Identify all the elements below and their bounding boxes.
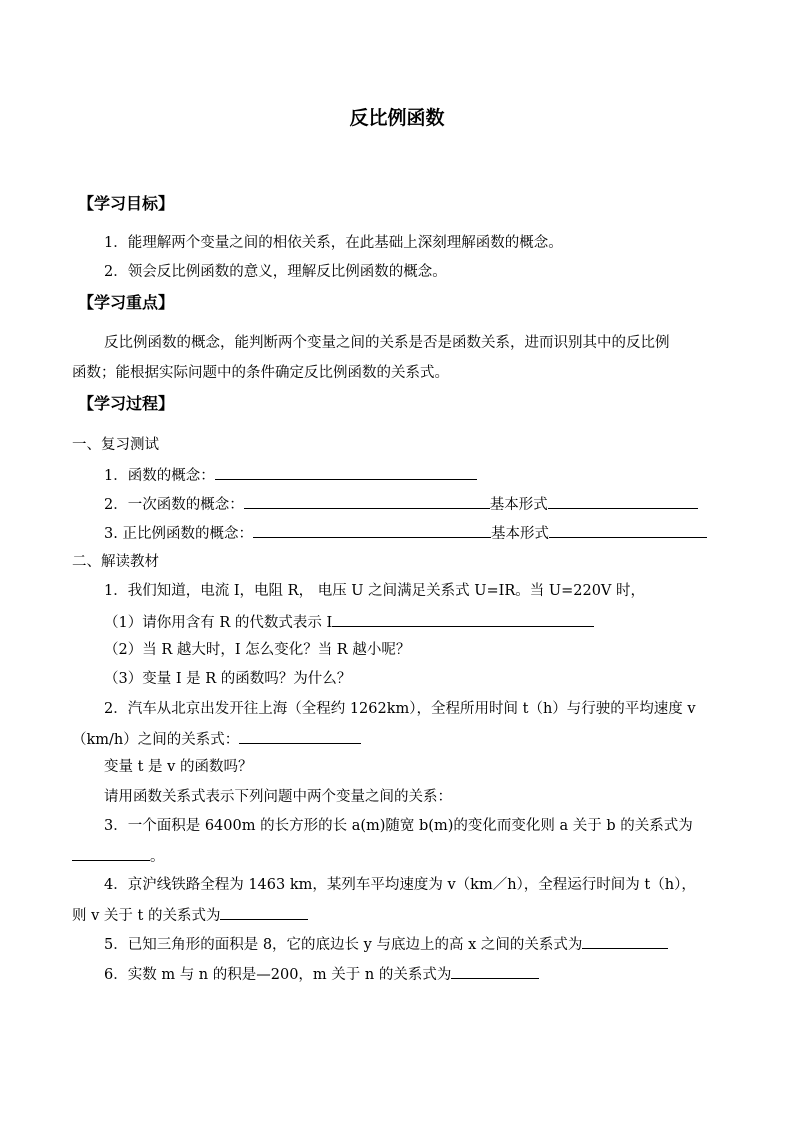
problem-1b: （2）当 R 越大时，I 怎么变化？当 R 越小呢？	[104, 642, 411, 658]
textbook-heading: 二、解读教材	[72, 554, 159, 570]
page-title: 反比例函数	[349, 107, 445, 129]
problem-4-line1: 4．京沪线铁路全程为 1463 km，某列车平均速度为 v（km／h），全程运行时间为 t（h），	[104, 877, 696, 893]
problem-2-line2-text: （km/h）之间的关系式：	[72, 732, 240, 748]
answer-blank[interactable]	[451, 964, 539, 979]
review-q1	[104, 465, 477, 485]
problem-1a-text: （1）请你用含有 R 的代数式表示 I	[104, 615, 333, 631]
review-q3-text: 3. 正比例函数的概念：	[104, 526, 253, 542]
answer-blank[interactable]	[549, 523, 707, 538]
key-points-heading: 【学习重点】	[78, 293, 175, 312]
review-heading: 一、复习测试	[72, 437, 159, 453]
problem-4-line2	[72, 905, 308, 925]
problem-3-line1: 3．一个面积是 6400m 的长方形的长 a(m)随宽 b(m)的变化而变化则 a 关于 b 的关系式为	[104, 818, 693, 834]
objective-item: 2．领会反比例函数的意义，理解反比例函数的概念。	[104, 264, 447, 280]
problem-6-text: 6．实数 m 与 n 的积是—200，m 关于 n 的关系式为	[104, 967, 452, 983]
review-q2-text: 2．一次函数的概念：	[104, 497, 244, 513]
problem-4-line2-text: 则 v 关于 t 的关系式为	[72, 908, 221, 924]
objectives-heading: 【学习目标】	[78, 194, 175, 213]
problem-6	[104, 964, 539, 984]
review-q3	[104, 523, 707, 543]
instruction-text: 请用函数关系式表示下列问题中两个变量之间的关系：	[104, 789, 452, 805]
problem-5	[104, 934, 668, 954]
problem-5-text: 5．已知三角形的面积是 8，它的底边长 y 与底边上的高 x 之间的关系式为	[104, 937, 583, 953]
objective-item: 1．能理解两个变量之间的相依关系，在此基础上深刻理解函数的概念。	[104, 235, 563, 251]
answer-blank[interactable]	[220, 905, 308, 920]
answer-blank[interactable]	[253, 523, 491, 538]
problem-1c: （3）变量 I 是 R 的函数吗？为什么？	[104, 671, 352, 687]
problem-3-line2	[72, 846, 165, 866]
basic-form-label: 基本形式	[490, 526, 549, 542]
answer-blank[interactable]	[239, 729, 361, 744]
answer-blank[interactable]	[548, 494, 698, 509]
key-points-line: 函数；能根据实际问题中的条件确定反比例函数的关系式。	[72, 365, 449, 381]
answer-blank[interactable]	[332, 612, 594, 627]
problem-2-line2	[72, 729, 361, 749]
problem-3-end: 。	[150, 849, 165, 865]
review-q1-text: 1．函数的概念：	[104, 468, 215, 484]
key-points-line: 反比例函数的概念，能判断两个变量之间的关系是否是函数关系，进而识别其中的反比例	[104, 335, 670, 351]
basic-form-label: 基本形式	[489, 497, 548, 513]
answer-blank[interactable]	[72, 846, 150, 861]
process-heading: 【学习过程】	[78, 394, 175, 413]
answer-blank[interactable]	[244, 494, 490, 509]
problem-2-line1: 2．汽车从北京出发开往上海（全程约 1262km），全程所用时间 t（h）与行驶的平均速度 v	[104, 701, 696, 717]
answer-blank[interactable]	[582, 934, 668, 949]
problem-1a	[104, 612, 594, 632]
problem-1: 1．我们知道，电流 I，电阻 R， 电压 U 之间满足关系式 U=IR。当 U=220V 时，	[104, 583, 645, 599]
problem-2-question: 变量 t 是 v 的函数吗？	[104, 759, 253, 775]
review-q2	[104, 494, 698, 514]
answer-blank[interactable]	[215, 465, 477, 480]
